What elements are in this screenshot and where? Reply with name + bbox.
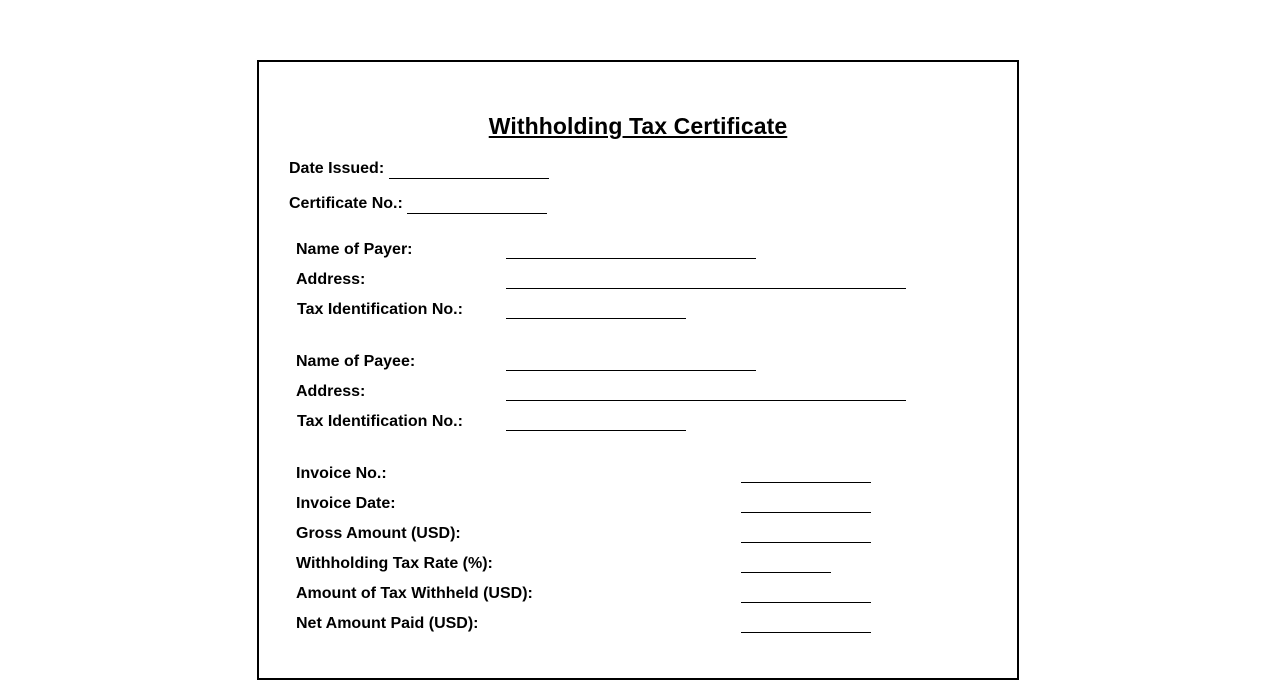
payer-name-label: Name of Payer: [296,241,413,258]
payer-name-field[interactable] [506,258,756,259]
net-amount-field[interactable] [741,632,871,633]
payer-address-label: Address: [296,271,366,288]
certificate-no-label: Certificate No.: [289,195,403,212]
invoice-date-label: Invoice Date: [296,495,396,512]
payer-address-field[interactable] [506,288,906,289]
date-issued-field[interactable] [389,178,549,179]
document-title: Withholding Tax Certificate [488,113,788,139]
invoice-no-field[interactable] [741,482,871,483]
payer-tin-label: Tax Identification No.: [297,301,463,318]
gross-amount-field[interactable] [741,542,871,543]
tax-rate-label: Withholding Tax Rate (%): [296,555,493,572]
payee-name-label: Name of Payee: [296,353,416,370]
tax-withheld-label: Amount of Tax Withheld (USD): [296,585,533,602]
net-amount-label: Net Amount Paid (USD): [296,615,479,632]
payee-name-field[interactable] [506,370,756,371]
invoice-date-field[interactable] [741,512,871,513]
payee-address-label: Address: [296,383,366,400]
certificate-no-field[interactable] [407,213,547,214]
payee-tin-label: Tax Identification No.: [297,413,463,430]
tax-withheld-field[interactable] [741,602,871,603]
payer-tin-field[interactable] [506,318,686,319]
date-issued-label: Date Issued: [289,160,385,177]
payee-tin-field[interactable] [506,430,686,431]
invoice-no-label: Invoice No.: [296,465,387,482]
certificate-page [257,60,1019,680]
gross-amount-label: Gross Amount (USD): [296,525,461,542]
tax-rate-field[interactable] [741,572,831,573]
payee-address-field[interactable] [506,400,906,401]
